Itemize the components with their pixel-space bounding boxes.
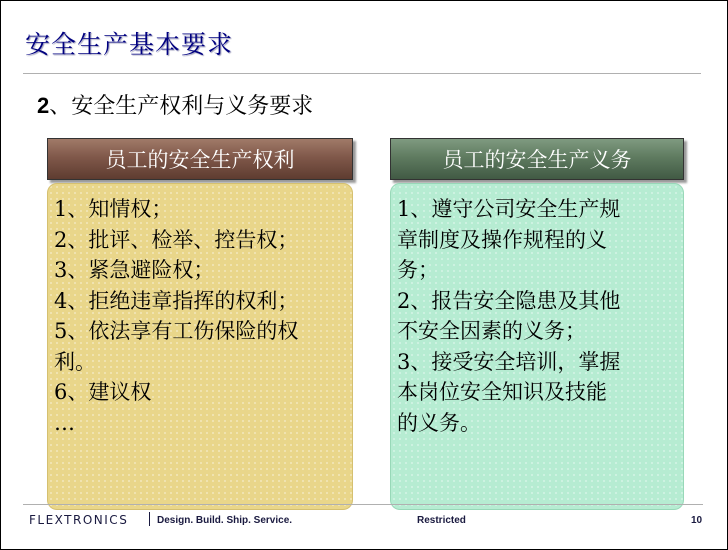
rights-line: 利。 xyxy=(54,349,96,374)
company-tagline: Design. Build. Ship. Service. xyxy=(157,515,293,526)
footer-divider xyxy=(23,504,703,505)
duties-line: 的义务。 xyxy=(397,410,481,435)
duties-line: 2、报告安全隐患及其他 xyxy=(397,288,621,313)
page-number: 10 xyxy=(691,515,703,526)
subtitle-number: 2 xyxy=(37,93,50,118)
rights-line: 2、批评、检举、控告权； xyxy=(54,227,299,252)
rights-line: 1、知情权； xyxy=(54,197,173,221)
classification-label: Restricted xyxy=(417,515,466,526)
title-divider xyxy=(23,73,701,74)
duties-line: 1、遵守公司安全生产规 xyxy=(397,197,621,221)
slide-title: 安全生产基本要求 xyxy=(25,30,234,59)
rights-header xyxy=(47,138,353,180)
rights-line: 3、紧急避险权； xyxy=(54,258,215,282)
duties-line: 本岗位安全知识及技能 xyxy=(397,380,607,404)
rights-line: 6、建议权 xyxy=(54,380,152,404)
duties-header-label: 员工的安全生产义务 xyxy=(442,148,632,172)
footer-separator xyxy=(149,512,150,526)
company-logo: FLEXTRONICS xyxy=(29,513,129,527)
rights-line: 5、依法享有工伤保险的权 xyxy=(54,319,299,343)
rights-line: … xyxy=(54,410,75,435)
duties-line: 3、接受安全培训，掌握 xyxy=(397,349,621,374)
subtitle-text: 、安全生产权利与义务要求 xyxy=(49,94,314,119)
rights-line: 4、拒绝违章指挥的权利； xyxy=(54,288,299,313)
duties-line: 章制度及操作规程的义 xyxy=(397,227,607,252)
section-subtitle xyxy=(37,89,313,120)
duties-line: 务； xyxy=(397,258,439,282)
duties-line: 不安全因素的义务； xyxy=(397,319,586,343)
duties-panel xyxy=(390,183,684,510)
rights-panel xyxy=(47,183,353,510)
rights-header-label: 员工的安全生产权利 xyxy=(105,148,295,172)
duties-header xyxy=(390,138,684,180)
